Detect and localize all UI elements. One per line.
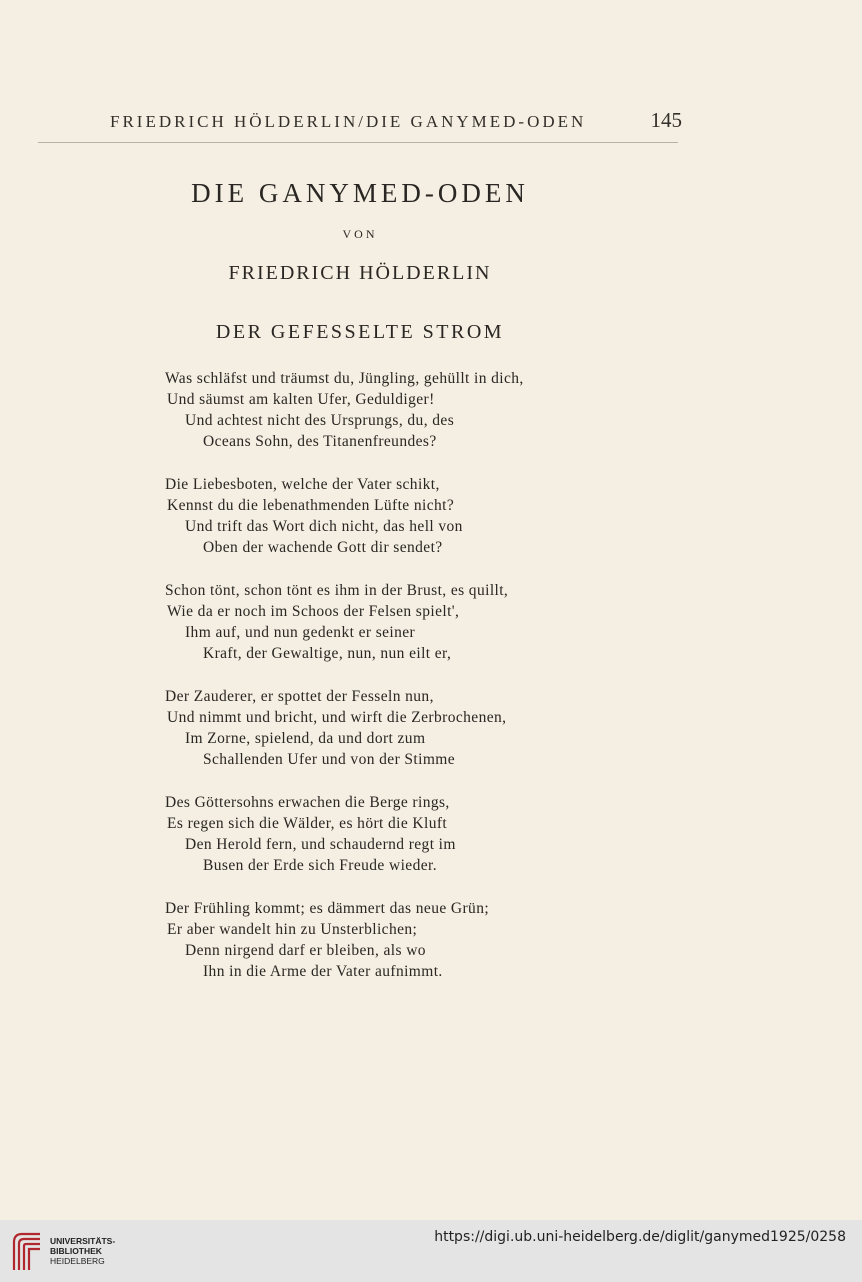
poem-line: Den Herold fern, und schaudernd regt im — [185, 836, 456, 853]
poem-line: Und trift das Wort dich nicht, das hell von — [185, 518, 463, 535]
source-url-link[interactable]: https://digi.ub.uni-heidelberg.de/diglit/ganymed1925/0258 — [434, 1229, 846, 1245]
poem-body — [0, 368, 720, 1004]
main-title: DIE GANYMED-ODEN — [191, 178, 529, 208]
poem-line: Oben der wachende Gott dir sendet? — [203, 539, 443, 556]
poem-line: Wie da er noch im Schoos der Felsen spielt', — [167, 603, 460, 620]
poem-line: Ihn in die Arme der Vater aufnimmt. — [203, 963, 443, 980]
poem-line: Ihm auf, und nun gedenkt er seiner — [185, 624, 416, 641]
poem-line: Und achtest nicht des Ursprungs, du, des — [185, 412, 455, 429]
poem-line: Was schläfst und träumst du, Jüngling, gehüllt in dich, — [165, 370, 524, 387]
poem-line: Und nimmt und bricht, und wirft die Zerbrochenen, — [167, 709, 507, 726]
byline-von: VON — [342, 227, 378, 241]
poem-line: Er aber wandelt hin zu Unsterblichen; — [167, 921, 418, 938]
poem-line: Kraft, der Gewaltige, nun, nun eilt er, — [203, 645, 452, 662]
poem-line: Busen der Erde sich Freude wieder. — [203, 857, 437, 874]
poem-line: Schallenden Ufer und von der Stimme — [203, 751, 456, 768]
poem-line: Es regen sich die Wälder, es hört die Kluft — [167, 815, 448, 832]
stanza — [0, 474, 720, 558]
poem-line: Schon tönt, schon tönt es ihm in der Brust, es quillt, — [165, 582, 509, 599]
poem-line: Oceans Sohn, des Titanenfreundes? — [203, 433, 437, 450]
library-logo-icon[interactable] — [10, 1230, 44, 1272]
header-rule — [38, 142, 678, 143]
poem-line: Der Zauderer, er spottet der Fesseln nun, — [165, 688, 434, 705]
poem-line: Kennst du die lebenathmenden Lüfte nicht? — [167, 497, 455, 514]
poem-line: Im Zorne, spielend, da und dort zum — [185, 730, 426, 747]
poem-title: DER GEFESSELTE STROM — [215, 321, 505, 343]
library-name-line1: UNIVERSITÄTS- — [50, 1236, 116, 1246]
poem-line: Denn nirgend darf er bleiben, als wo — [185, 942, 426, 959]
page-number: 145 — [650, 108, 682, 132]
stanza — [0, 898, 720, 982]
stanza — [0, 368, 720, 452]
poem-line: Der Frühling kommt; es dämmert das neue Grün; — [165, 900, 490, 917]
poem-line: Die Liebesboten, welche der Vater schikt, — [165, 476, 440, 493]
stanza — [0, 792, 720, 876]
stanza — [0, 580, 720, 664]
poem-line: Und säumst am kalten Ufer, Geduldiger! — [167, 391, 435, 408]
poem-line: Des Göttersohns erwachen die Berge rings, — [165, 794, 450, 811]
stanza — [0, 686, 720, 770]
library-name-line2: BIBLIOTHEK — [50, 1246, 102, 1256]
library-name[interactable] — [50, 1236, 115, 1266]
viewer-footer — [0, 1220, 862, 1282]
library-name-line3: HEIDELBERG — [50, 1256, 105, 1266]
author-name: FRIEDRICH HÖLDERLIN — [228, 262, 492, 284]
running-head: FRIEDRICH HÖLDERLIN/DIE GANYMED-ODEN — [110, 112, 587, 131]
